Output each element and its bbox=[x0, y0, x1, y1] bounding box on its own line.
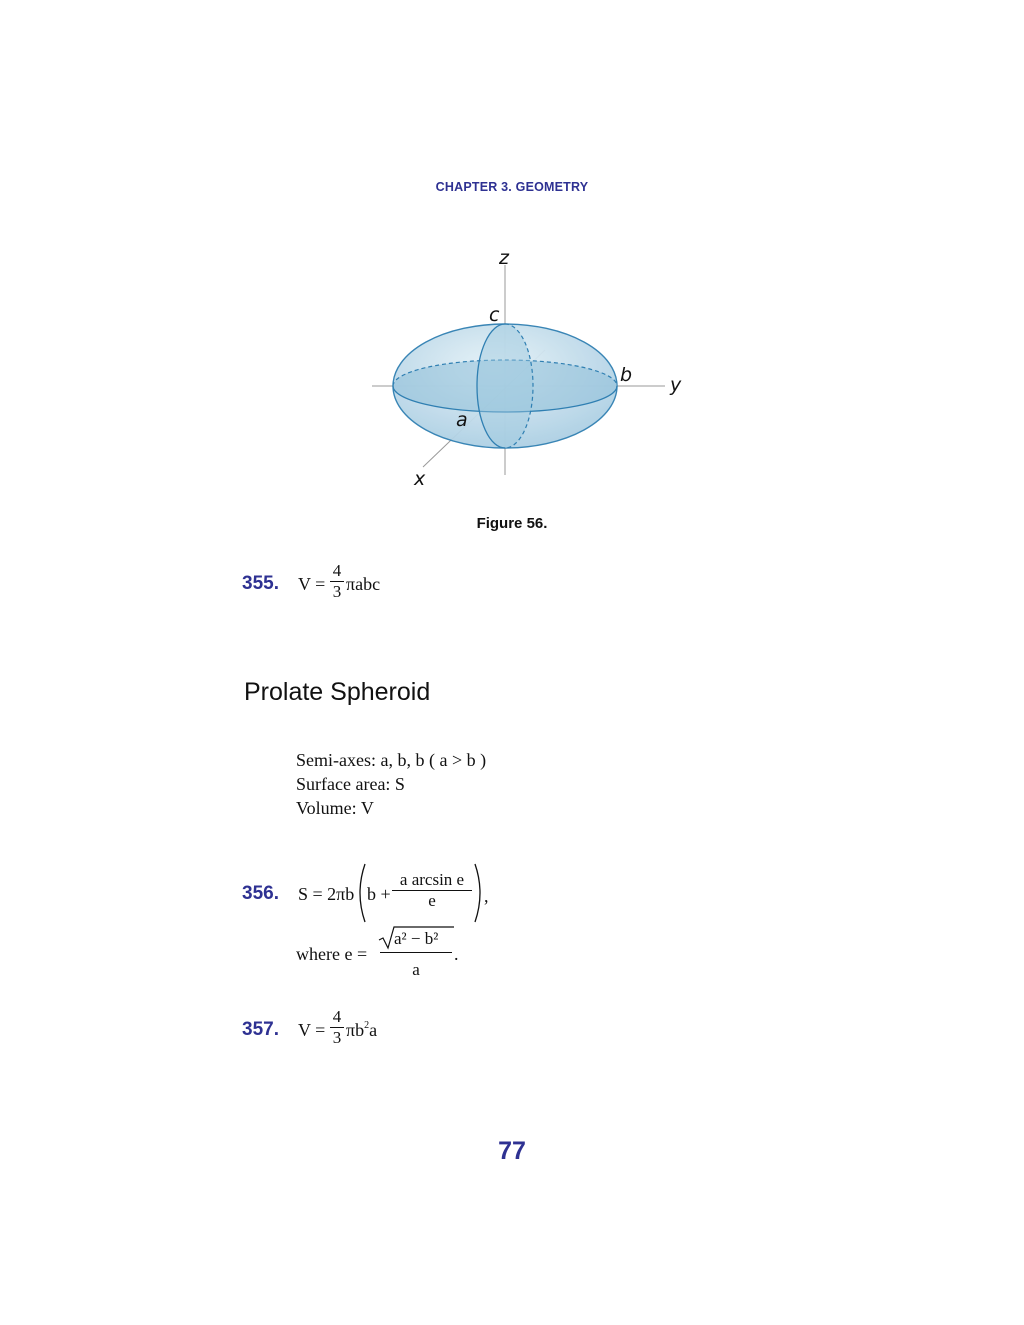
formula-357-exponent: 2 bbox=[364, 1020, 370, 1031]
chapter-header: CHAPTER 3. GEOMETRY bbox=[435, 180, 589, 194]
formula-356-denominator: e bbox=[428, 891, 436, 910]
formula-357-rest-pre: πb bbox=[346, 1020, 365, 1040]
y-axis-label: y bbox=[670, 374, 682, 396]
where-label: where e = bbox=[296, 944, 368, 964]
formula-357-numerator: 4 bbox=[332, 1007, 342, 1026]
formula-number-356: 356. bbox=[242, 883, 279, 904]
section-title: Prolate Spheroid bbox=[244, 678, 431, 706]
where-end: . bbox=[454, 944, 459, 964]
c-label: c bbox=[489, 304, 500, 326]
definitions-list bbox=[296, 748, 486, 820]
formula-355-denominator: 3 bbox=[332, 582, 342, 601]
formula-356-numerator: a arcsin e bbox=[399, 870, 465, 889]
formula-355-numerator: 4 bbox=[332, 561, 342, 580]
formula-356-fraction bbox=[392, 870, 472, 911]
where-fraction-bar bbox=[380, 952, 452, 953]
formula-356-inner-b: b + bbox=[367, 884, 391, 904]
formula-355-lhs: V = bbox=[298, 574, 326, 594]
where-sqrt-radicand: a² − b² bbox=[394, 929, 439, 948]
page-number: 77 bbox=[498, 1137, 526, 1165]
figure-caption: Figure 56. bbox=[476, 515, 548, 532]
definition-volume: Volume: V bbox=[296, 798, 374, 818]
formula-356-trailing: , bbox=[484, 886, 489, 906]
b-label: b bbox=[620, 364, 633, 386]
definition-surface-area: Surface area: S bbox=[296, 774, 405, 794]
formula-357-rest-post: a bbox=[369, 1020, 378, 1040]
formula-357-denominator: 3 bbox=[332, 1028, 342, 1047]
formula-number-355: 355. bbox=[242, 573, 279, 594]
formula-355-fraction bbox=[330, 561, 344, 602]
formula-357-rest bbox=[346, 1020, 377, 1041]
x-axis-label: x bbox=[414, 468, 426, 490]
formula-357-fraction bbox=[330, 1007, 344, 1048]
where-denominator: a bbox=[412, 960, 420, 979]
left-paren bbox=[354, 862, 368, 924]
formula-355-rest: πabc bbox=[346, 574, 381, 594]
formula-357-lhs: V = bbox=[298, 1020, 326, 1040]
z-axis-label: z bbox=[499, 247, 509, 269]
ellipsoid-figure bbox=[360, 240, 700, 500]
definition-semi-axes: Semi-axes: a, b, b ( a > b ) bbox=[296, 750, 487, 770]
formula-number-357: 357. bbox=[242, 1019, 279, 1040]
a-label: a bbox=[456, 409, 468, 431]
formula-356-lhs: S = 2πb bbox=[298, 884, 355, 904]
